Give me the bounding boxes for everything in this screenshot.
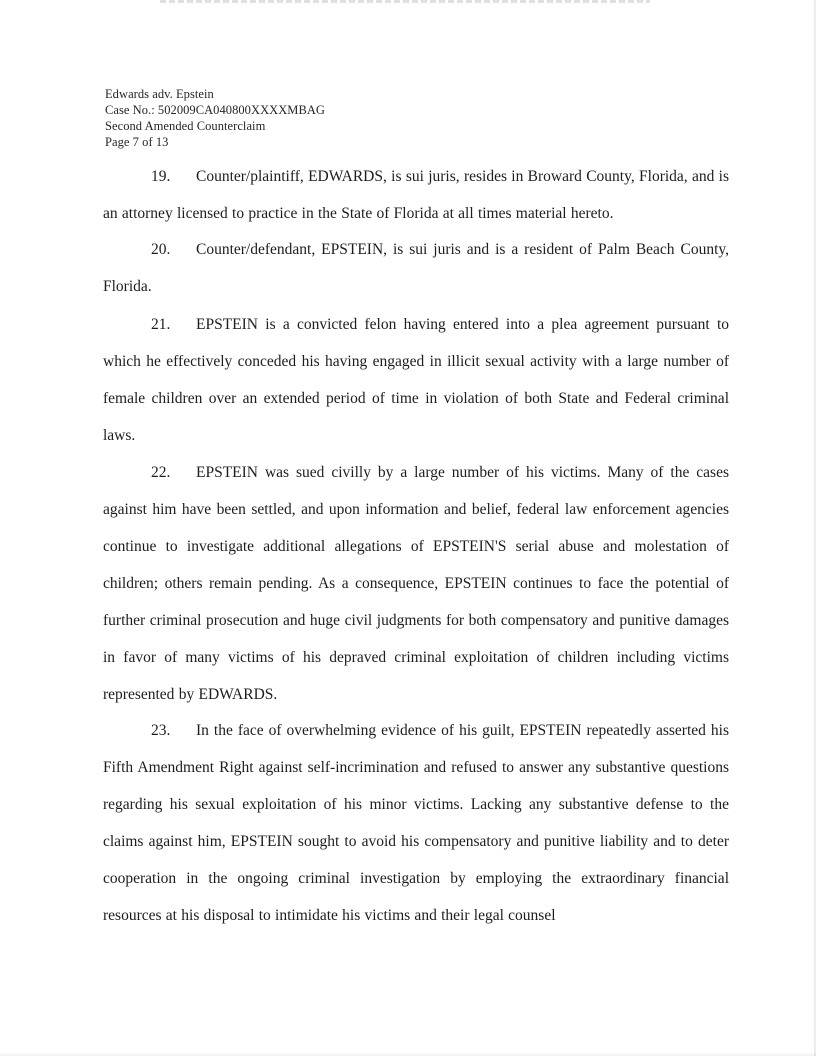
paragraph-text: Counter/defendant, EPSTEIN, is sui juris and is a resident of Palm Beach County, Florida. (103, 241, 729, 295)
case-number: Case No.: 502009CA040800XXXXMBAG (105, 103, 326, 117)
paragraph-number: 21. (151, 316, 171, 333)
paragraph-19 (103, 158, 729, 232)
page-number: Page 7 of 13 (105, 135, 169, 149)
paragraph-20 (103, 231, 729, 305)
paragraph-23 (103, 712, 729, 934)
document-title: Second Amended Counterclaim (105, 119, 266, 133)
paragraph-text: EPSTEIN is a convicted felon having entered into a plea agreement pursuant to which he effectively conceded his having engaged in illicit sexual activity with a large number of female children over an extended period of time in violation of both State and Federal criminal laws. (103, 316, 729, 444)
paragraph-number: 20. (151, 241, 171, 258)
paragraph-number: 23. (151, 722, 171, 739)
scan-artifact-bottom (0, 1052, 816, 1056)
document-header (105, 86, 325, 150)
paragraph-text: In the face of overwhelming evidence of his guilt, EPSTEIN repeatedly asserted his Fifth Amendment Right against self-incrimination and refused to answer any substantive questions regarding his sexual exploitation of his minor victims. Lacking any substantive defense to the claims against him, EPSTEIN sought to avoid his compensatory and punitive liability and to deter cooperation in the ongoing criminal investigation by employing the extraordinary financial resources at his disposal to intimidate his victims and their legal counsel (103, 722, 729, 924)
case-caption: Edwards adv. Epstein (105, 87, 214, 101)
paragraph-text: EPSTEIN was sued civilly by a large number of his victims. Many of the cases against him have been settled, and upon information and belief, federal law enforcement agencies continue to investigate additional allegations of EPSTEIN'S serial abuse and molestation of children; others remain pending. As a consequence, EPSTEIN continues to face the potential of further criminal prosecution and huge civil judgments for both compensatory and punitive damages in favor of many victims of his depraved criminal exploitation of children including victims represented by EDWARDS. (103, 464, 729, 703)
scan-artifact-top (160, 0, 650, 3)
paragraph-number: 22. (151, 464, 171, 481)
paragraph-number: 19. (151, 168, 171, 185)
paragraph-22 (103, 454, 729, 713)
paragraph-text: Counter/plaintiff, EDWARDS, is sui juris, resides in Broward County, Florida, and is an attorney licensed to practice in the State of Florida at all times material hereto. (103, 168, 729, 222)
paragraph-21 (103, 306, 729, 454)
